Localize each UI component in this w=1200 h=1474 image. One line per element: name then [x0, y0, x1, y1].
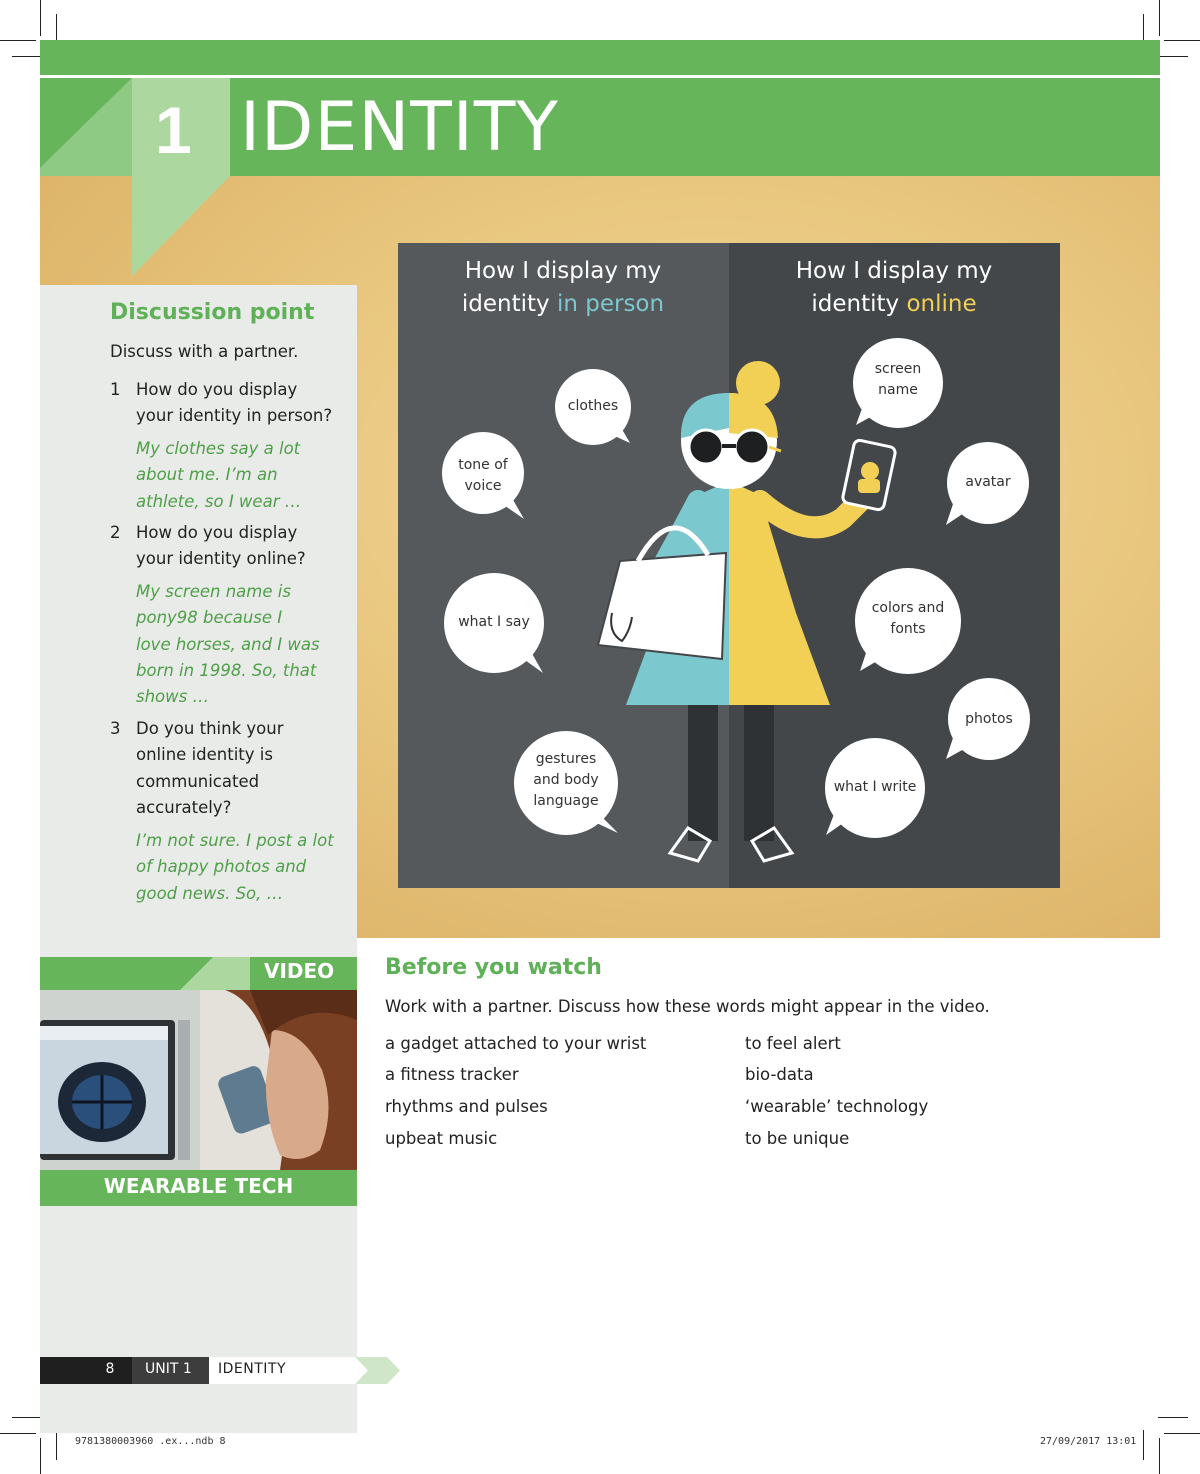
bubble-photos	[949, 709, 1029, 730]
crop-mark	[1143, 1430, 1144, 1460]
bubble-colors-fonts	[853, 598, 963, 640]
discussion-title: Discussion point	[110, 300, 315, 325]
bubble-text: avatar	[965, 474, 1011, 490]
bubble-text: colors and	[871, 600, 945, 616]
answer-line: My screen name is	[136, 582, 291, 601]
question-line: Do you think your	[136, 719, 284, 738]
question-number: 2	[110, 523, 121, 542]
answer-line: My clothes say a lot	[136, 439, 301, 458]
bubble-text: language	[533, 793, 599, 809]
answer-line: of happy photos and	[136, 857, 307, 877]
bubble-gestures	[516, 749, 616, 812]
question-line: your identity online?	[136, 549, 306, 569]
example-answer	[136, 579, 346, 710]
answer-line: pony98 because I	[136, 608, 283, 628]
identity-infographic	[398, 243, 1060, 888]
vocab-item: rhythms and pulses	[385, 1097, 548, 1116]
vocab-item: a gadget attached to your wrist	[385, 1034, 647, 1053]
infographic-illustration	[398, 243, 1060, 888]
crop-mark	[40, 0, 41, 36]
bubble-clothes	[553, 396, 633, 417]
vocab-item: to be unique	[745, 1129, 850, 1148]
crop-mark	[0, 1433, 36, 1434]
vocab-item: upbeat music	[385, 1129, 498, 1148]
answer-line: shows …	[136, 687, 209, 707]
crop-mark	[12, 1417, 42, 1418]
question-text	[136, 520, 346, 573]
question-line: How do you display	[136, 380, 298, 399]
crop-mark	[1158, 56, 1188, 57]
bubble-text: what I write	[833, 779, 917, 795]
question-line: online identity is	[136, 745, 273, 765]
unit-title: IDENTITY	[240, 88, 559, 167]
answer-line: love horses, and I was	[136, 634, 320, 654]
footer-arrow-icon	[355, 1357, 405, 1384]
video-label: VIDEO	[264, 959, 335, 983]
crop-mark	[1158, 1417, 1188, 1418]
question-text	[136, 716, 346, 821]
crop-mark	[1164, 1433, 1200, 1434]
video-thumbnail[interactable]	[40, 990, 357, 1170]
print-slug-left: 9781380003960 .ex...ndb 8	[75, 1436, 226, 1447]
heading-line: How I display my	[795, 258, 993, 284]
question-line: communicated	[136, 771, 260, 791]
question-number: 1	[110, 380, 121, 399]
discussion-intro: Discuss with a partner.	[110, 342, 299, 361]
video-caption: WEARABLE TECH	[103, 1174, 294, 1198]
in-person-heading	[398, 255, 728, 321]
question-line: your identity in person?	[136, 406, 333, 426]
footer-unit-title: IDENTITY	[218, 1361, 287, 1377]
crop-mark	[12, 56, 42, 57]
bubble-text: screen	[874, 361, 922, 377]
bubble-what-i-write	[820, 777, 930, 798]
question-text	[136, 377, 346, 430]
bubble-text: name	[878, 382, 918, 398]
heading-word: identity	[461, 291, 550, 317]
heading-word: identity	[811, 291, 900, 317]
question-line: accurately?	[136, 797, 232, 817]
unit-number: 1	[155, 93, 192, 167]
print-slug-right: 27/09/2017 13:01	[1040, 1436, 1137, 1447]
heading-line	[729, 288, 1059, 321]
video-thumbnail-image	[40, 990, 357, 1170]
crop-mark	[0, 40, 36, 41]
bubble-tone-of-voice	[443, 455, 523, 497]
vocab-item: to feel alert	[745, 1034, 841, 1053]
bubble-text: and body	[533, 772, 599, 788]
unit-flag-graphic	[40, 78, 230, 278]
crop-mark	[1164, 40, 1200, 41]
question-number: 3	[110, 719, 121, 738]
heading-line	[398, 288, 728, 321]
page-number: 8	[105, 1361, 115, 1377]
before-you-watch-intro: Work with a partner. Discuss how these words might appear in the video.	[385, 997, 990, 1016]
footer-unit-label: UNIT 1	[145, 1361, 192, 1377]
bubble-text: photos	[965, 711, 1013, 727]
answer-line: born in 1998. So, that	[136, 660, 317, 680]
bubble-screen-name	[853, 359, 943, 401]
crop-mark	[56, 1430, 57, 1460]
online-heading	[729, 255, 1059, 321]
bubble-text: tone of	[458, 457, 508, 473]
heading-highlight: online	[906, 291, 977, 317]
bubble-what-i-say	[444, 612, 544, 633]
crop-mark	[1159, 0, 1160, 36]
top-band	[40, 40, 1160, 76]
crop-mark	[1159, 1438, 1160, 1474]
bubble-text: voice	[464, 478, 502, 494]
answer-line: I’m not sure. I post a lot	[136, 831, 334, 850]
bubble-text: gestures	[535, 751, 597, 767]
crop-mark	[40, 1438, 41, 1474]
bubble-text: clothes	[567, 398, 619, 414]
vocab-item: a fitness tracker	[385, 1065, 519, 1084]
example-answer	[136, 436, 346, 515]
before-you-watch-title: Before you watch	[385, 955, 602, 980]
example-answer	[136, 828, 346, 907]
heading-highlight: in person	[556, 291, 665, 317]
answer-line: athlete, so I wear …	[136, 491, 302, 511]
answer-line: about me. I’m an	[136, 465, 278, 485]
question-line: How do you display	[136, 523, 298, 542]
vocab-item: ‘wearable’ technology	[745, 1097, 929, 1116]
bubble-text: fonts	[890, 621, 926, 637]
bubble-text: what I say	[458, 614, 530, 630]
heading-line: How I display my	[464, 258, 662, 284]
answer-line: good news. So, …	[136, 883, 284, 903]
vocab-item: bio-data	[745, 1065, 814, 1084]
bubble-avatar	[948, 472, 1028, 493]
